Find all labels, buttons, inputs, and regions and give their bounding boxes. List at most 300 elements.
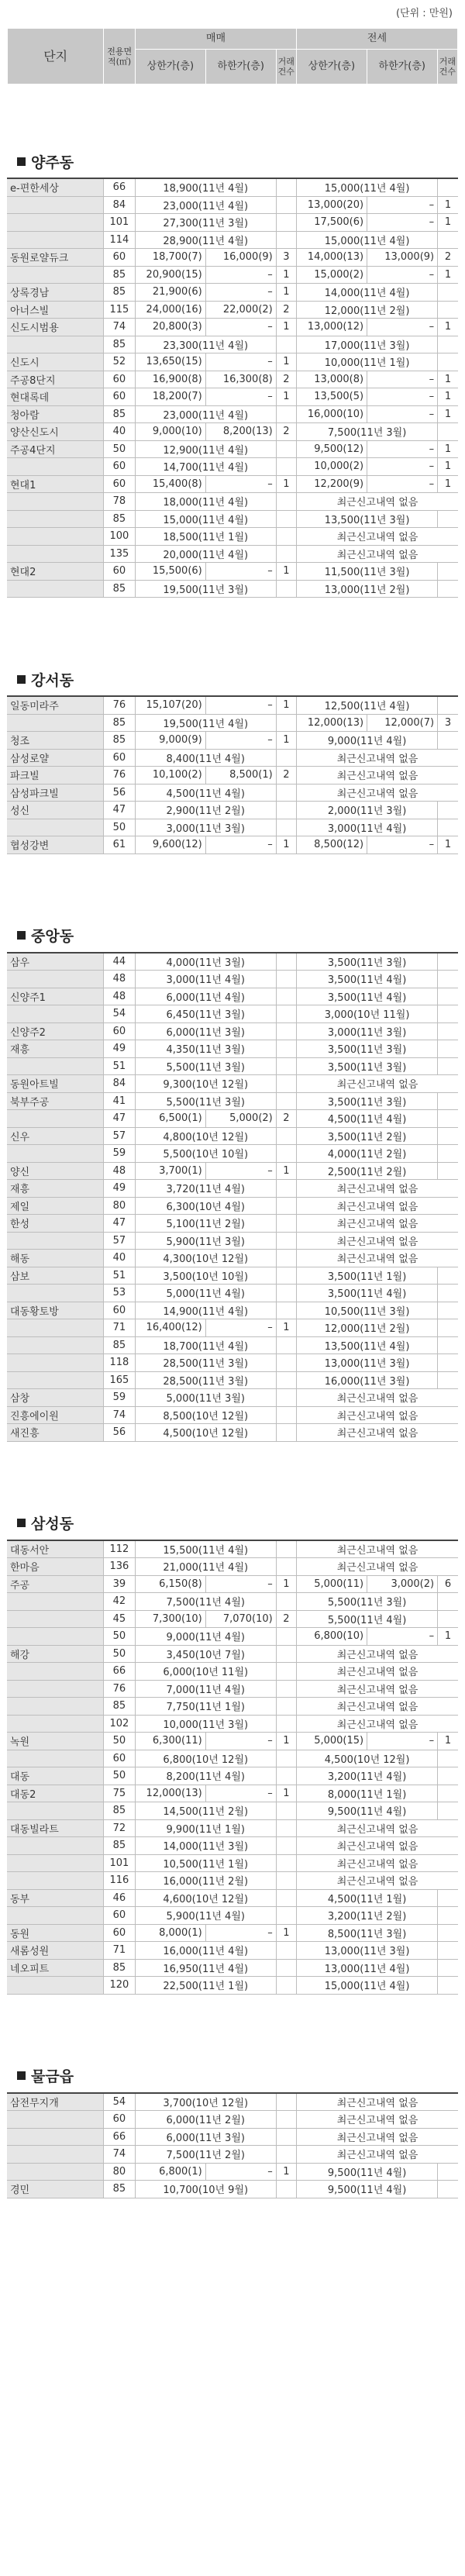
complex-name-cell [7,1698,104,1716]
area-cell: 42 [104,1593,136,1611]
region-heading [17,924,465,947]
complex-name-cell: 주공4단지 [7,440,104,458]
area-cell: 136 [104,1558,136,1576]
sale-price-cell: 2,900(11년 2월) [135,802,276,819]
complex-name-cell: 대동 [7,1767,104,1785]
region-heading [17,667,465,691]
table-row [7,458,458,476]
table-row [7,1959,458,1977]
area-cell: 50 [104,1767,136,1785]
sale-price-cell: 15,500(11년 4월) [135,1540,276,1558]
header-complex: 단지 [8,29,104,84]
table-row [7,1336,458,1354]
sale-price-cell: 6,000(11년 3월) [135,2128,276,2146]
rent-no-record-cell: 최근신고내역 없음 [297,1232,458,1250]
table-row [7,1680,458,1698]
complex-name-cell [7,2163,104,2181]
sale-price-cell: 3,450(10년 7월) [135,1645,276,1663]
table-row [7,1005,458,1023]
area-cell: 50 [104,1628,136,1646]
rent-price-cell: 13,000(11년 4월) [297,1959,438,1977]
area-cell: 76 [104,767,136,785]
sale-count-cell [276,1022,296,1040]
sale-upper-cell: 10,100(2) [135,767,205,785]
header-rent-count: 거래건수 [437,50,457,84]
sale-count-cell [276,1145,296,1163]
sale-upper-cell: 12,000(13) [135,1785,205,1802]
sale-count-cell: 1 [276,2163,296,2181]
sale-count-cell [276,196,296,214]
table-row [7,1022,458,1040]
table-row [7,388,458,406]
area-cell: 74 [104,2146,136,2164]
sale-price-cell: 9,000(11년 4월) [135,1628,276,1646]
table-row [7,1872,458,1890]
rent-count-cell [438,1750,458,1767]
sale-price-cell: 10,700(10년 9월) [135,2181,276,2198]
table-row [7,1406,458,1424]
complex-name-cell: 새진흥 [7,1424,104,1442]
rent-count-cell: 6 [438,1575,458,1593]
rent-count-cell [438,1889,458,1907]
area-cell: 56 [104,784,136,802]
region-heading [17,1512,465,1535]
rent-count-cell [438,1302,458,1319]
header-sale-lower: 하한가(층) [205,50,276,84]
sale-count-cell [276,405,296,423]
table-row [7,1319,458,1337]
area-cell: 50 [104,440,136,458]
table-row [7,1285,458,1302]
rent-no-record-cell: 최근신고내역 없음 [297,1819,458,1837]
sale-count-cell [276,2111,296,2129]
bullet-square-icon [17,1519,26,1527]
table-row [7,767,458,785]
table-row [7,1942,458,1960]
sale-price-cell: 10,000(11년 3월) [135,1715,276,1733]
area-cell: 60 [104,749,136,767]
sale-count-cell [276,2181,296,2198]
sale-count-cell: 1 [276,1733,296,1750]
sale-lower-cell: – [205,2163,276,2181]
complex-name-cell [7,1057,104,1075]
complex-name-cell: 삼전무지개 [7,2093,104,2111]
sale-price-cell: 23,300(11년 4월) [135,336,276,353]
sale-price-cell: 5,500(11년 3월) [135,1057,276,1075]
sale-count-cell [276,749,296,767]
complex-name-cell [7,266,104,284]
rent-price-cell: 9,500(11년 4월) [297,2181,438,2198]
table-row [7,1302,458,1319]
sale-count-cell: 1 [276,284,296,302]
area-cell: 100 [104,528,136,546]
rent-upper-cell: 13,500(5) [297,388,367,406]
rent-count-cell: 1 [438,319,458,336]
complex-name-cell: 재흥 [7,1180,104,1198]
area-cell: 85 [104,405,136,423]
rent-price-cell: 11,500(11년 3월) [297,563,438,581]
rent-count-cell [438,1371,458,1389]
sale-price-cell: 3,700(10년 12월) [135,2093,276,2111]
sale-price-cell: 6,000(11년 2월) [135,2111,276,2129]
area-cell: 85 [104,1837,136,1855]
sale-lower-cell: 16,000(9) [205,249,276,267]
sale-price-cell: 7,500(11년 4월) [135,1593,276,1611]
sale-price-cell: 19,500(11년 4월) [135,714,276,732]
sale-count-cell [276,1889,296,1907]
sale-price-cell: 3,720(11년 4월) [135,1180,276,1198]
table-row [7,2111,458,2129]
header-rent-upper: 상한가(층) [296,50,367,84]
rent-no-record-cell: 최근신고내역 없음 [297,1180,458,1198]
sale-count-cell [276,1698,296,1716]
sale-count-cell [276,1336,296,1354]
sale-count-cell [276,1180,296,1198]
table-row [7,1907,458,1925]
sale-upper-cell: 21,900(6) [135,284,205,302]
complex-name-cell: 한마음 [7,1558,104,1576]
sale-price-cell: 4,300(10년 12월) [135,1250,276,1267]
complex-name-cell: 성신 [7,802,104,819]
unit-note: (단위 : 만원) [395,8,453,19]
sale-count-cell [276,1232,296,1250]
complex-name-cell [7,1977,104,1995]
sale-count-cell [276,1005,296,1023]
rent-count-cell [438,1336,458,1354]
rent-count-cell: 1 [438,196,458,214]
rent-no-record-cell: 최근신고내역 없음 [297,1075,458,1093]
area-cell: 66 [104,1663,136,1681]
rent-count-cell: 1 [438,458,458,476]
sale-count-cell [276,1215,296,1233]
complex-name-cell [7,1371,104,1389]
sale-lower-cell: 22,000(2) [205,301,276,319]
sale-price-cell: 9,900(11년 1월) [135,1819,276,1837]
table-row [7,1837,458,1855]
sale-count-cell [276,528,296,546]
rent-upper-cell: 13,000(12) [297,319,367,336]
sale-price-cell: 5,900(11년 4월) [135,1907,276,1925]
rent-lower-cell: 3,000(2) [367,1575,438,1593]
sale-count-cell [276,1250,296,1267]
sale-count-cell [276,1267,296,1285]
rent-lower-cell: – [367,1628,438,1646]
sale-upper-cell: 6,300(11) [135,1733,205,1750]
complex-name-cell: 일동미라주 [7,696,104,714]
table-row [7,714,458,732]
area-cell: 135 [104,545,136,563]
sale-price-cell: 3,500(10년 10월) [135,1267,276,1285]
area-cell: 85 [104,580,136,598]
area-cell: 85 [104,732,136,750]
sale-price-cell: 18,700(11년 4월) [135,1336,276,1354]
complex-name-cell: 상록경남 [7,284,104,302]
table-row [7,214,458,232]
rent-upper-cell: 10,000(2) [297,458,367,476]
complex-name-cell: 주공8단지 [7,371,104,388]
area-cell: 60 [104,563,136,581]
rent-no-record-cell: 최근신고내역 없음 [297,767,458,785]
region-title: 양주동 [31,153,74,171]
sale-price-cell: 12,900(11년 4월) [135,440,276,458]
complex-name-cell [7,2111,104,2129]
table-row [7,1267,458,1285]
rent-lower-cell: – [367,266,438,284]
sale-count-cell [276,1837,296,1855]
rent-price-cell: 3,500(11년 4월) [297,971,438,988]
rent-price-cell: 9,500(11년 4월) [297,1802,438,1820]
complex-name-cell: 삼창 [7,1389,104,1407]
sale-price-cell: 4,500(10년 12월) [135,1424,276,1442]
complex-name-cell [7,1750,104,1767]
sale-upper-cell: 15,500(6) [135,563,205,581]
rent-count-cell [438,1057,458,1075]
sale-lower-cell: – [205,696,276,714]
sale-price-cell: 23,000(11년 4월) [135,405,276,423]
sale-lower-cell: – [205,319,276,336]
rent-count-cell [438,1162,458,1180]
rent-count-cell [438,1767,458,1785]
table-row [7,1575,458,1593]
rent-lower-cell: – [367,196,438,214]
complex-name-cell [7,1837,104,1855]
sale-lower-cell: 8,200(13) [205,423,276,441]
sale-lower-cell: – [205,1924,276,1942]
sale-count-cell [276,1197,296,1215]
price-table [7,2092,458,2198]
sale-count-cell [276,784,296,802]
rent-price-cell: 3,500(11년 1월) [297,1267,438,1285]
area-cell: 41 [104,1092,136,1110]
rent-upper-cell: 6,800(10) [297,1628,367,1646]
complex-name-cell [7,819,104,836]
area-cell: 57 [104,1232,136,1250]
area-cell: 76 [104,696,136,714]
rent-price-cell: 8,000(11년 1월) [297,1785,438,1802]
complex-name-cell [7,1145,104,1163]
complex-name-cell: 동부 [7,1889,104,1907]
area-cell: 102 [104,1715,136,1733]
sale-price-cell: 7,000(11년 4월) [135,1680,276,1698]
complex-name-cell [7,971,104,988]
area-cell: 51 [104,1267,136,1285]
sale-count-cell: 3 [276,249,296,267]
table-row [7,1802,458,1820]
table-row [7,493,458,511]
area-cell: 40 [104,423,136,441]
rent-count-cell [438,1977,458,1995]
sale-count-cell [276,1663,296,1681]
table-row [7,1663,458,1681]
sale-count-cell: 2 [276,1610,296,1628]
sale-lower-cell: – [205,732,276,750]
sale-price-cell: 7,750(11년 1월) [135,1698,276,1716]
rent-price-cell: 10,500(11년 3월) [297,1302,438,1319]
rent-count-cell: 1 [438,1733,458,1750]
sale-price-cell: 4,500(11년 4월) [135,784,276,802]
sale-price-cell: 4,000(11년 3월) [135,953,276,971]
rent-count-cell: 1 [438,405,458,423]
rent-lower-cell: – [367,405,438,423]
sale-lower-cell: – [205,1785,276,1802]
complex-name-cell [7,580,104,598]
rent-count-cell [438,1127,458,1145]
rent-price-cell: 3,000(11년 4월) [297,819,438,836]
rent-lower-cell: – [367,388,438,406]
rent-no-record-cell: 최근신고내역 없음 [297,1215,458,1233]
sale-upper-cell: 3,700(1) [135,1162,205,1180]
complex-name-cell [7,2128,104,2146]
sale-count-cell [276,2093,296,2111]
table-row [7,1197,458,1215]
region-title: 중앙동 [31,928,74,945]
rent-no-record-cell: 최근신고내역 없음 [297,1197,458,1215]
rent-count-cell [438,1924,458,1942]
rent-price-cell: 13,000(11년 3월) [297,1354,438,1372]
rent-count-cell [438,1785,458,1802]
complex-name-cell: 주공 [7,1575,104,1593]
rent-no-record-cell: 최근신고내역 없음 [297,1424,458,1442]
sale-count-cell [276,1092,296,1110]
sale-count-cell [276,1872,296,1890]
rent-price-cell: 4,500(11년 1월) [297,1889,438,1907]
table-row [7,1924,458,1942]
table-row [7,1075,458,1093]
area-cell: 61 [104,836,136,854]
sale-count-cell [276,1040,296,1058]
sale-count-cell [276,1424,296,1442]
rent-count-cell [438,971,458,988]
complex-name-cell: 대동2 [7,1785,104,1802]
rent-upper-cell: 5,000(15) [297,1733,367,1750]
sale-upper-cell: 16,900(8) [135,371,205,388]
table-row [7,1371,458,1389]
rent-no-record-cell: 최근신고내역 없음 [297,2093,458,2111]
complex-name-cell [7,458,104,476]
table-row [7,1610,458,1628]
rent-no-record-cell: 최근신고내역 없음 [297,1680,458,1698]
sale-count-cell: 2 [276,301,296,319]
complex-name-cell: 양신 [7,1162,104,1180]
area-cell: 53 [104,1285,136,1302]
rent-no-record-cell: 최근신고내역 없음 [297,784,458,802]
sale-count-cell [276,1302,296,1319]
rent-count-cell [438,231,458,249]
table-row [7,1424,458,1442]
rent-price-cell: 3,000(11년 3월) [297,1022,438,1040]
area-cell: 56 [104,1424,136,1442]
sale-count-cell: 2 [276,423,296,441]
sale-count-cell [276,1802,296,1820]
rent-price-cell: 3,500(11년 3월) [297,1057,438,1075]
sale-count-cell [276,1715,296,1733]
sale-price-cell: 28,500(11년 3월) [135,1371,276,1389]
sale-upper-cell: 6,500(1) [135,1110,205,1128]
sale-count-cell: 1 [276,353,296,371]
sale-price-cell: 27,300(11년 3월) [135,214,276,232]
rent-no-record-cell: 최근신고내역 없음 [297,1663,458,1681]
sale-count-cell [276,1628,296,1646]
area-cell: 74 [104,319,136,336]
rent-count-cell [438,1354,458,1372]
table-row [7,563,458,581]
sale-price-cell: 20,000(11년 4월) [135,545,276,563]
complex-name-cell [7,545,104,563]
sale-count-cell [276,1558,296,1576]
table-row [7,2146,458,2164]
complex-name-cell [7,714,104,732]
table-row [7,971,458,988]
sale-count-cell [276,1075,296,1093]
complex-name-cell [7,528,104,546]
sale-count-cell [276,1540,296,1558]
area-cell: 114 [104,231,136,249]
table-row [7,1145,458,1163]
area-cell: 47 [104,1110,136,1128]
table-row [7,371,458,388]
area-cell: 44 [104,953,136,971]
complex-name-cell: 북부주공 [7,1092,104,1110]
rent-count-cell [438,580,458,598]
complex-name-cell: 현대2 [7,563,104,581]
table-row [7,1540,458,1558]
complex-name-cell [7,1802,104,1820]
sale-upper-cell: 18,200(7) [135,388,205,406]
rent-price-cell: 7,500(11년 3월) [297,423,438,441]
sale-count-cell [276,545,296,563]
area-cell: 115 [104,301,136,319]
rent-upper-cell: 15,000(2) [297,266,367,284]
sale-count-cell [276,493,296,511]
area-cell: 50 [104,1645,136,1663]
complex-name-cell: 청조 [7,732,104,750]
table-row [7,196,458,214]
area-cell: 120 [104,1977,136,1995]
sale-price-cell: 18,000(11년 4월) [135,493,276,511]
complex-name-cell: 진흥에이원 [7,1406,104,1424]
table-row [7,802,458,819]
area-cell: 85 [104,284,136,302]
complex-name-cell [7,1610,104,1628]
sale-lower-cell: 16,300(8) [205,371,276,388]
sale-upper-cell: 24,000(16) [135,301,205,319]
sale-price-cell: 16,950(11년 4월) [135,1959,276,1977]
sale-price-cell: 21,000(11년 4월) [135,1558,276,1576]
table-row [7,1819,458,1837]
sale-price-cell: 14,500(11년 2월) [135,1802,276,1820]
table-row [7,1593,458,1611]
sale-price-cell: 5,100(11년 2월) [135,1215,276,1233]
sale-count-cell [276,1854,296,1872]
rent-no-record-cell: 최근신고내역 없음 [297,1698,458,1716]
table-row [7,1854,458,1872]
area-cell: 54 [104,2093,136,2111]
sale-upper-cell: 6,800(1) [135,2163,205,2181]
bullet-square-icon [17,675,26,684]
rent-upper-cell: 12,000(13) [297,714,367,732]
area-cell: 118 [104,1354,136,1372]
sale-count-cell: 1 [276,836,296,854]
rent-price-cell: 12,000(11년 2월) [297,301,438,319]
rent-lower-cell: 12,000(7) [367,714,438,732]
table-row [7,178,458,196]
sale-upper-cell: 6,150(8) [135,1575,205,1593]
table-row [7,266,458,284]
rent-count-cell: 1 [438,1628,458,1646]
sale-price-cell: 18,500(11년 1월) [135,528,276,546]
sale-price-cell: 8,400(11년 4월) [135,749,276,767]
sale-count-cell [276,1593,296,1611]
